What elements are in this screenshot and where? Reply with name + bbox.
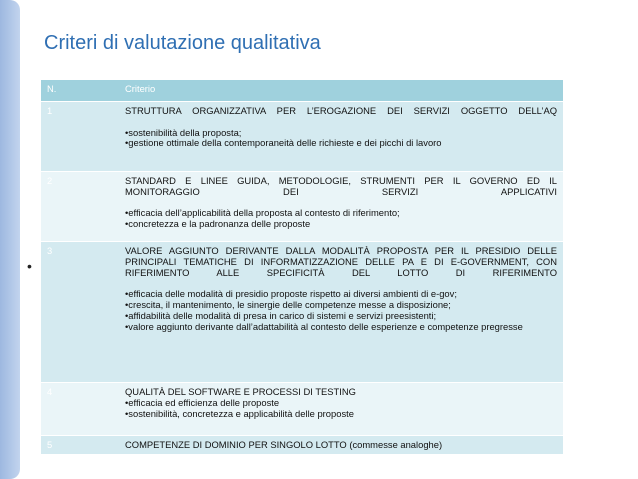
table-header-row [41, 80, 563, 102]
criterion-title: QUALITÀ DEL SOFTWARE E PROCESSI DI TESTING [125, 386, 356, 397]
slide-title: Criteri di valutazione qualitativa [44, 32, 321, 54]
bullet-item: • valore aggiunto derivante dall’adattabilità al contesto delle esperienze e competenze pregresse [125, 322, 557, 333]
criterion-title: COMPETENZE DI DOMINIO PER SINGOLO LOTTO (commesse analoghe) [125, 439, 443, 450]
bullet-item: • crescita, il mantenimento, le sinergie delle competenze messe a disposizione; [125, 300, 557, 311]
table-row [41, 242, 563, 383]
bullet-item: • efficacia dell’applicabilità della proposta al contesto di riferimento; [125, 208, 557, 219]
criterion-title: VALORE AGGIUNTO DERIVANTE DALLA MODALITÀ PROPOSTA PER IL PRESIDIO DELLE PRINCIPALI TEMATICHE DI INFORMATIZZAZIONE DELLE PA E DI E-GOVERNMENT, CON RIFERIMENTO ALLE SPECIFICITÀ DEL LOTTO DI RIFERIMENTO [125, 245, 557, 278]
table-row [41, 102, 563, 172]
row-number: 4 [41, 383, 119, 436]
row-number: 2 [41, 172, 119, 242]
slide-side-bar [0, 0, 20, 479]
criterion-title: STANDARD E LINEE GUIDA, METODOLOGIE, STRUMENTI PER IL GOVERNO ED IL MONITORAGGIO DEI SERVIZI APPLICATIVI [125, 175, 557, 197]
row-criterion [119, 102, 563, 172]
criterion-bullets [125, 208, 557, 230]
table-row [41, 172, 563, 242]
criterion-title: STRUTTURA ORGANIZZATIVA PER L’EROGAZIONE DEI SERVIZI OGGETTO DELL’AQ [125, 105, 557, 116]
bullet-item: • affidabilità delle modalità di presa in carico di sistemi e servizi preesistenti; [125, 311, 557, 322]
row-number: 3 [41, 242, 119, 383]
stray-bullet: • [27, 258, 32, 274]
table-row [41, 436, 563, 455]
row-number: 5 [41, 436, 119, 455]
bullet-item: • efficacia ed efficienza delle proposte [125, 398, 557, 409]
row-number: 1 [41, 102, 119, 172]
bullet-item: • gestione ottimale della contemporaneità delle richieste e dei picchi di lavoro [125, 138, 557, 149]
row-criterion [119, 383, 563, 436]
row-criterion [119, 242, 563, 383]
row-criterion [119, 172, 563, 242]
criteria-table [41, 80, 563, 455]
bullet-item: • sostenibilità della proposta; [125, 128, 557, 139]
bullet-item: • efficacia delle modalità di presidio proposte rispetto ai diversi ambienti di e-gov; [125, 289, 557, 300]
row-criterion [119, 436, 563, 455]
table-row [41, 383, 563, 436]
criterion-bullets [125, 128, 557, 150]
criterion-bullets [125, 289, 557, 332]
criterion-bullets [125, 398, 557, 420]
header-criterion: Criterio [119, 80, 563, 102]
header-number: N. [41, 80, 119, 102]
bullet-item: • sostenibilità, concretezza e applicabilità delle proposte [125, 409, 557, 420]
bullet-item: • concretezza e la padronanza delle proposte [125, 219, 557, 230]
